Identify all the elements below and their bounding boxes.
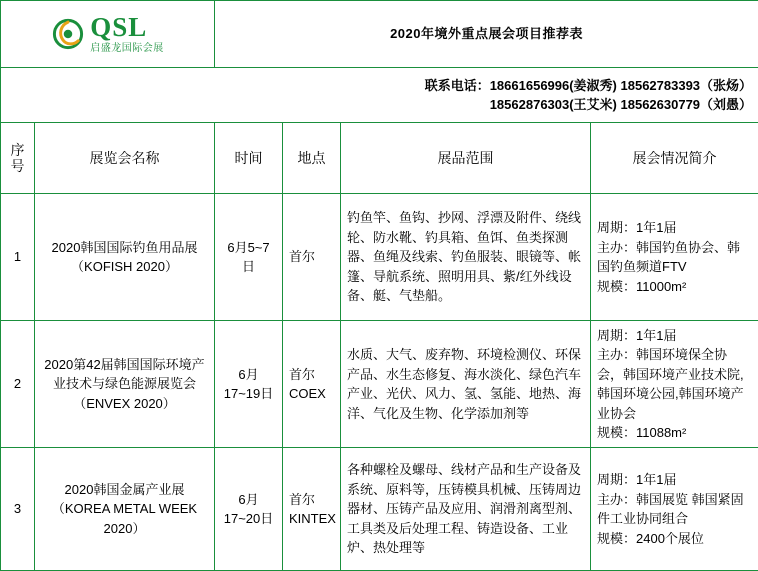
cell-intro-line: 主办：韩国展览 韩国紧固件工业协同组合 xyxy=(597,490,752,529)
contact-row xyxy=(1,68,758,123)
cell-place: 首尔KINTEX xyxy=(283,448,341,571)
column-header-name: 展览会名称 xyxy=(35,123,215,194)
column-header-scope: 展品范围 xyxy=(341,123,591,194)
cell-intro-line: 规模：11088m² xyxy=(597,423,752,443)
cell-intro-line: 规模：2400个展位 xyxy=(597,529,752,549)
column-header-intro: 展会情况简介 xyxy=(591,123,758,194)
cell-scope: 钓鱼竿、鱼钩、抄网、浮漂及附件、绕线轮、防水靴、钓具箱、鱼饵、鱼类探测器、鱼绳及线索、钓鱼服装、眼镜等、帐篷、导航系统、照明用具、紫/红外线设备、艇、气垫船。 xyxy=(341,194,591,321)
cell-place: 首尔COEX xyxy=(283,321,341,448)
column-header-seq-line2: 号 xyxy=(7,158,28,174)
cell-place: 首尔 xyxy=(283,194,341,321)
cell-time: 6月17~19日 xyxy=(215,321,283,448)
page-title: 2020年境外重点展会项目推荐表 xyxy=(215,1,758,68)
cell-intro-line: 主办：韩国环境保全协会，韩国环境产业技术院,韩国环境公园,韩国环境产业协会 xyxy=(597,345,752,423)
cell-intro xyxy=(591,321,758,448)
cell-name: 2020第42届韩国国际环境产业技术与绿色能源展览会（ENVEX 2020） xyxy=(35,321,215,448)
cell-seq: 1 xyxy=(1,194,35,321)
column-header-seq xyxy=(1,123,35,194)
cell-scope: 各种螺栓及螺母、线材产品和生产设备及系统、原料等，压铸模具机械、压铸周边器材、压铸产品及应用、润滑剂离型剂、工具类及后处理工程、铸造设备、工业炉、热处理等 xyxy=(341,448,591,571)
cell-intro-line: 周期：1年1届 xyxy=(597,218,752,238)
contact-line-1: 联系电话：18661656996(姜淑秀) 18562783393（张炀） xyxy=(7,76,752,96)
logo-cell xyxy=(1,1,215,68)
contact-cell xyxy=(1,68,758,123)
logo-wordmark: QSL xyxy=(90,14,147,41)
cell-name: 2020韩国国际钓鱼用品展（KOFISH 2020） xyxy=(35,194,215,321)
logo-subtitle: 启盛龙国际会展 xyxy=(90,44,164,54)
column-header-place: 地点 xyxy=(283,123,341,194)
cell-intro-line: 主办：韩国钓鱼协会、韩国钓鱼频道FTV xyxy=(597,238,752,277)
cell-intro-line: 周期：1年1届 xyxy=(597,326,752,346)
cell-time: 6月17~20日 xyxy=(215,448,283,571)
column-header-seq-line1: 序 xyxy=(7,142,28,158)
table-row xyxy=(1,448,758,571)
cell-time: 6月5~7日 xyxy=(215,194,283,321)
cell-scope: 水质、大气、废弃物、环境检测仪、环保产品、水生态修复、海水淡化、绿色汽车产业、光伏、风力、氢、氢能、地热、海洋、气化及生物、化学添加剂等 xyxy=(341,321,591,448)
cell-intro xyxy=(591,448,758,571)
cell-intro xyxy=(591,194,758,321)
column-header-time: 时间 xyxy=(215,123,283,194)
qsl-logo-icon xyxy=(51,17,85,51)
column-header-row xyxy=(1,123,758,194)
table-row xyxy=(1,321,758,448)
cell-intro-line: 规模：11000m² xyxy=(597,277,752,297)
contact-line-2: 18562876303(王艾米) 18562630779（刘愚） xyxy=(7,95,752,115)
table-row xyxy=(1,194,758,321)
cell-seq: 2 xyxy=(1,321,35,448)
cell-name: 2020韩国金属产业展（KOREA METAL WEEK 2020） xyxy=(35,448,215,571)
cell-intro-line: 周期：1年1届 xyxy=(597,470,752,490)
cell-seq: 3 xyxy=(1,448,35,571)
table-header-row xyxy=(1,1,758,68)
